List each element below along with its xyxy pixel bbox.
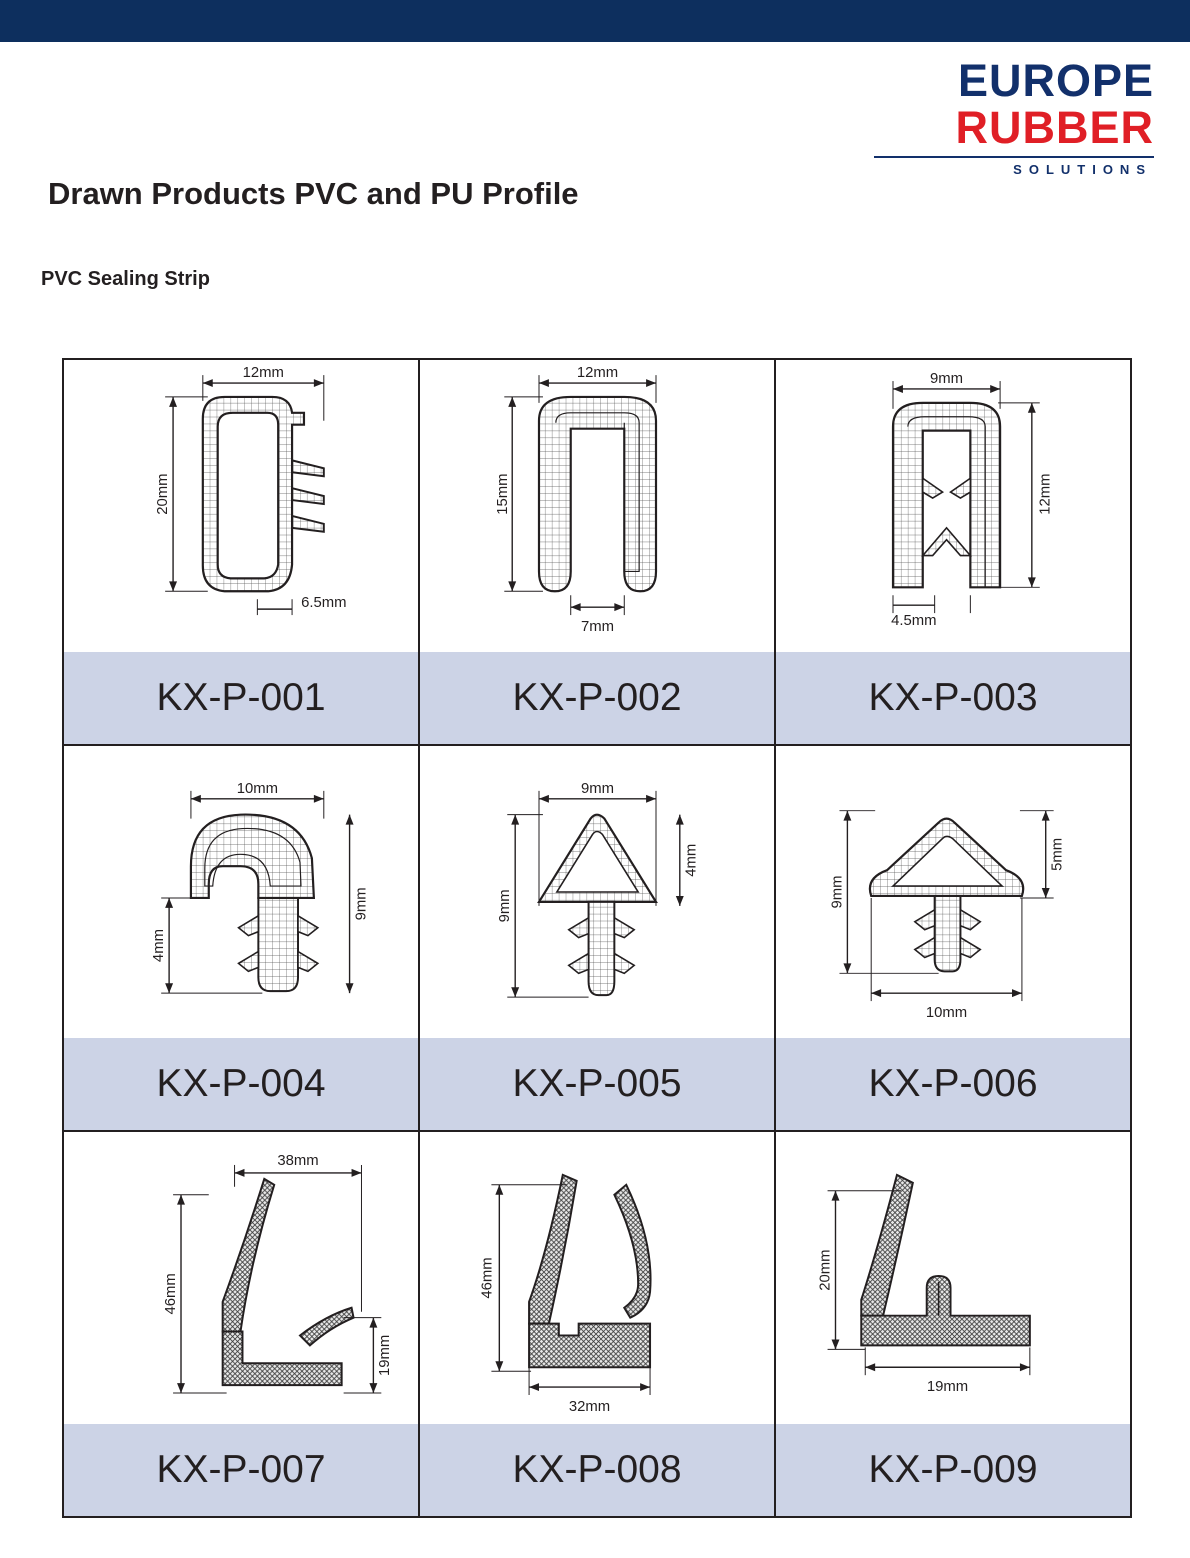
product-code: KX-P-009 [776,1424,1130,1516]
dim-bottom: 4.5mm [891,612,937,629]
product-figure [420,1132,774,1424]
product-code: KX-P-002 [420,652,774,744]
product-row [64,1132,1132,1518]
dim-bottom: 19mm [926,1379,969,1396]
product-figure [64,360,418,652]
dim-left: 46mm [163,1273,180,1315]
product-figure [420,746,774,1038]
product-cell[interactable] [420,746,776,1132]
dim-right: 5mm [1049,837,1066,871]
product-code: KX-P-004 [64,1038,418,1130]
dim-right: 9mm [353,887,370,921]
header-bar [0,0,1190,42]
product-grid [62,358,1132,1518]
product-code: KX-P-006 [776,1038,1130,1130]
product-code: KX-P-007 [64,1424,418,1516]
dim-top: 12mm [576,365,619,382]
product-cell[interactable] [776,1132,1132,1518]
product-cell[interactable] [64,1132,420,1518]
dim-right: 19mm [377,1334,394,1376]
product-figure [64,746,418,1038]
dim-left: 15mm [495,473,512,515]
product-code: KX-P-003 [776,652,1130,744]
product-figure [776,746,1130,1038]
product-cell[interactable] [776,746,1132,1132]
product-cell[interactable] [420,360,776,746]
product-code: KX-P-001 [64,652,418,744]
product-figure [64,1132,418,1424]
dim-top: 9mm [930,371,964,388]
product-figure [420,360,774,652]
dim-top: 38mm [277,1152,319,1169]
logo-text-rubber: RUBBER [955,102,1154,153]
logo-tagline: SOLUTIONS [1013,162,1152,177]
product-cell[interactable] [420,1132,776,1518]
product-figure [776,1132,1130,1424]
section-title: PVC Sealing Strip [41,268,210,290]
product-figure [776,360,1130,652]
dim-left: 46mm [479,1257,496,1299]
dim-left: 20mm [155,473,172,515]
dim-bottom: 32mm [568,1398,611,1415]
dim-right: 12mm [1037,473,1054,515]
product-code: KX-P-008 [420,1424,774,1516]
company-logo [874,55,1154,177]
product-cell[interactable] [64,360,420,746]
dim-top: 12mm [242,365,284,382]
dim-bottom: 7mm [580,618,615,635]
dim-left: 20mm [817,1249,834,1291]
dim-top: 10mm [236,780,279,797]
dim-bottom: 10mm [925,1004,968,1021]
product-row [64,360,1132,746]
dim-left: 9mm [497,889,514,923]
dim-right: 4mm [683,843,700,877]
dim-bottom: 6.5mm [301,595,347,612]
product-cell[interactable] [776,360,1132,746]
dim-top: 9mm [580,780,615,797]
dim-left: 4mm [151,929,168,963]
logo-divider [874,156,1154,158]
dim-left: 9mm [829,875,846,909]
product-code: KX-P-005 [420,1038,774,1130]
product-cell[interactable] [64,746,420,1132]
page-title: Drawn Products PVC and PU Profile [48,176,579,211]
product-row [64,746,1132,1132]
logo-text-europe: EUROPE [957,55,1154,106]
